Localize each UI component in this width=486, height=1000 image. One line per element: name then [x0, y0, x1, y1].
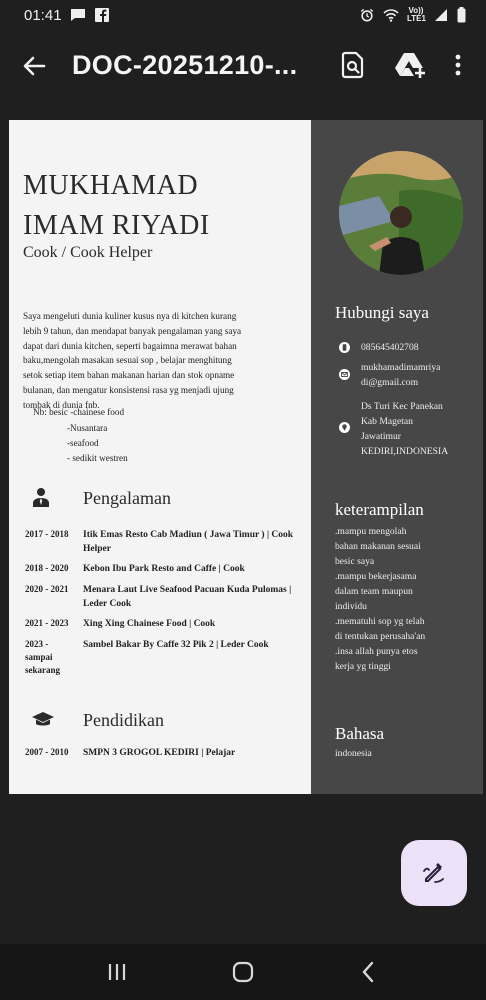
name-line-1: MUKHAMAD [23, 170, 199, 201]
education-title: Pendidikan [83, 710, 164, 730]
status-right [359, 7, 466, 23]
nb-line: Nb: besic -chainese food [33, 407, 125, 417]
back-arrow-icon[interactable] [18, 50, 50, 82]
facebook-notification-icon [94, 8, 110, 22]
experience-title: Pengalaman [83, 488, 171, 508]
network-label: Vo)) LTE1 [407, 6, 426, 23]
skill-line: besic saya [335, 556, 375, 567]
skill-line: dalam team maupun [335, 586, 413, 597]
skill-line: .mampu mengolah [335, 526, 407, 537]
experience-period: 2021 - 2023 [25, 618, 69, 628]
home-icon[interactable] [230, 960, 256, 984]
skill-line: bahan makanan sesuai [335, 541, 421, 552]
back-nav-icon[interactable] [356, 960, 382, 984]
status-left [24, 7, 110, 24]
experience-period: 2020 - 2021 [25, 584, 69, 594]
experience-desc: Itik Emas Resto Cab Madiun ( Jawa Timur ) | Cook Helper [83, 530, 294, 554]
email-line-2: di@gmail.com [361, 377, 419, 388]
summary-line: baku,mengolah masakan sesuai sop , belajar menghitung [23, 355, 232, 366]
experience-period: 2018 - 2020 [25, 563, 69, 573]
status-bar [0, 0, 486, 30]
address-line: Ds Turi Kec Panekan [361, 401, 443, 412]
skill-line: individu [335, 601, 367, 612]
education-period: 2007 - 2010 [25, 747, 69, 757]
profile-photo [339, 151, 463, 275]
skill-line: kerja yg tinggi [335, 661, 391, 672]
fill-and-sign-button[interactable] [401, 840, 467, 906]
contact-email [361, 360, 440, 390]
skill-line: di tentukan perusaha'an [335, 631, 426, 642]
signal-icon [433, 8, 449, 22]
location-icon [339, 422, 350, 433]
experience-period: 2023 - sampai sekarang [25, 639, 61, 675]
document-page[interactable] [9, 120, 483, 794]
battery-icon [457, 7, 466, 23]
language-title: Bahasa [335, 724, 385, 743]
address-line: Jawatimur [361, 431, 401, 442]
experience-desc: Xing Xing Chainese Food | Cook [83, 619, 216, 629]
contact-phone: 085645402708 [361, 342, 419, 353]
summary-line: setok setiap item bahan makanan harian dan stok opname [23, 370, 235, 381]
alarm-icon [359, 8, 375, 22]
skill-line: .mematuhi sop yg telah [335, 616, 425, 627]
resume-summary [23, 309, 295, 413]
skill-line: .mampu bekerjasama [335, 571, 417, 582]
search-document-icon[interactable] [338, 50, 368, 80]
resume-name [23, 166, 210, 246]
email-line-1: mukhamadimamriya [361, 362, 441, 373]
more-vert-icon[interactable] [448, 50, 468, 80]
address-line: Kab Magetan [361, 416, 413, 427]
graduation-cap-icon [31, 710, 55, 730]
summary-line: Saya mengeluti dunia kuliner kusus nya di kitchen kurang [23, 311, 237, 321]
summary-line: dapat dari dunia kitchen, seperti bagaimna merawat bahan [23, 340, 237, 351]
summary-line: bulanan, dan mengatur konsistensi rasa yg menjadi ujung [23, 384, 234, 395]
experience-desc: Kebon Ibu Park Resto and Caffe | Cook [83, 564, 245, 574]
resume-role: Cook / Cook Helper [23, 244, 153, 261]
education-desc: SMPN 3 GROGOL KEDIRI | Pelajar [83, 748, 236, 758]
summary-line: lebih 9 tahun, dan mendapat banyak pengalaman yang saya [23, 325, 242, 336]
nb-item: - sedikit westren [67, 453, 128, 463]
phone-icon [339, 342, 350, 353]
person-icon [31, 487, 51, 507]
contact-address [361, 399, 448, 459]
wifi-icon [383, 8, 399, 22]
status-time: 01:41 [24, 6, 62, 24]
resume-sidebar [311, 120, 483, 794]
email-icon [339, 369, 350, 380]
recent-apps-icon[interactable] [104, 960, 130, 984]
document-title: DOC-20251210-... [72, 50, 298, 80]
name-line-2: IMAM RIYADI [23, 210, 210, 241]
skills-title: keterampilan [335, 500, 424, 519]
chat-notification-icon [70, 8, 86, 22]
nb-item: -seafood [67, 438, 99, 448]
experience-period: 2017 - 2018 [25, 529, 69, 539]
experience-desc: Sambel Bakar By Caffe 32 Pik 2 | Leder Cook [83, 640, 269, 650]
contact-title: Hubungi saya [335, 303, 429, 322]
skill-line: .insa allah punya etos [335, 646, 418, 657]
drive-add-icon[interactable] [394, 50, 428, 80]
edit-sign-icon [421, 860, 447, 886]
nb-item: -Nusantara [67, 423, 108, 433]
app-bar [0, 38, 486, 94]
skills-list [335, 524, 481, 674]
experience-desc: Menara Laut Live Seafood Pacuan Kuda Pulomas | Leder Cook [83, 585, 292, 609]
language-value: indonesia [335, 748, 372, 759]
summary-line: tombak di dunia fnb. [23, 399, 100, 410]
address-line: KEDIRI,INDONESIA [361, 446, 449, 457]
system-navigation-bar [0, 944, 486, 1000]
